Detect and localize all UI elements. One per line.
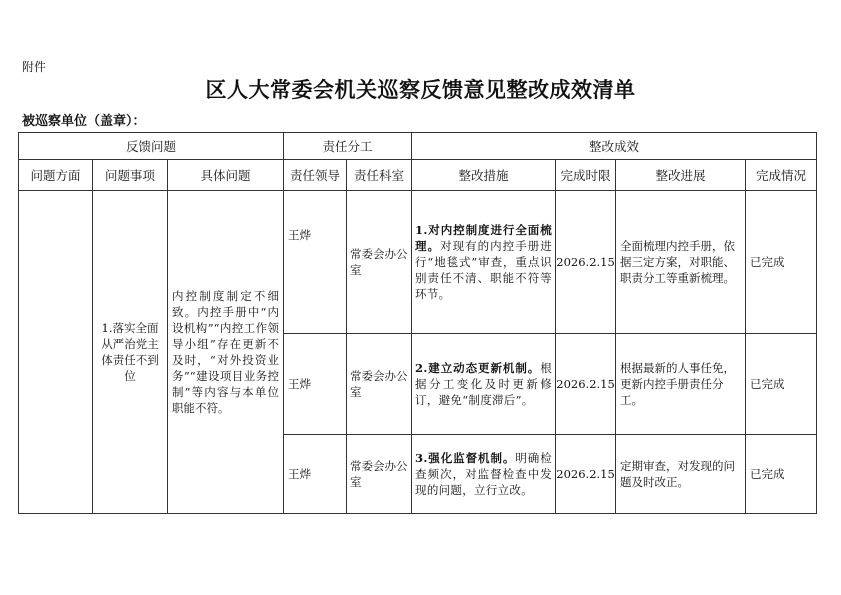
aspect-cell — [19, 191, 93, 514]
column-header-office: 责任科室 — [347, 160, 412, 191]
column-header-progress: 整改进展 — [616, 160, 746, 191]
office-cell: 常委会办公室 — [347, 334, 412, 435]
table-row — [19, 191, 817, 334]
column-header-row — [19, 160, 817, 191]
group-header-responsibility: 责任分工 — [284, 133, 412, 160]
page-title: 区人大常委会机关巡察反馈意见整改成效清单 — [205, 77, 636, 102]
issue-item-cell: 1.落实全面从严治党主体责任不到位 — [93, 191, 168, 514]
office-cell: 常委会办公室 — [347, 435, 412, 514]
column-header-specific: 具体问题 — [168, 160, 284, 191]
deadline-cell: 2026.2.15 — [556, 435, 616, 514]
status-cell: 已完成 — [746, 435, 817, 514]
leader-cell: 王烨 — [284, 191, 347, 334]
group-header-rectification: 整改成效 — [412, 133, 817, 160]
measure-title: 3.强化监督机制。 — [415, 451, 516, 465]
column-header-measure: 整改措施 — [412, 160, 556, 191]
measure-title: 1.对内控制度进行全面梳理。 — [415, 223, 553, 253]
measure-cell — [412, 191, 556, 334]
deadline-cell: 2026.2.15 — [556, 191, 616, 334]
leader-cell: 王烨 — [284, 435, 347, 514]
column-header-aspect: 问题方面 — [19, 160, 93, 191]
inspected-unit-label: 被巡察单位（盖章）： — [22, 114, 146, 129]
progress-cell: 定期审查，对发现的问题及时改正。 — [616, 435, 746, 514]
group-header-feedback: 反馈问题 — [19, 133, 284, 160]
office-cell: 常委会办公室 — [347, 191, 412, 334]
column-header-leader: 责任领导 — [284, 160, 347, 191]
measure-body: 根据分工变化及时更新修订，避免“制度滞后”。 — [415, 361, 553, 407]
leader-cell: 王烨 — [284, 334, 347, 435]
column-header-item: 问题事项 — [93, 160, 168, 191]
progress-cell: 全面梳理内控手册，依据三定方案，对职能、职责分工等重新梳理。 — [616, 191, 746, 334]
measure-cell — [412, 334, 556, 435]
measure-cell — [412, 435, 556, 514]
group-header-row — [19, 133, 817, 160]
rectification-table — [18, 132, 817, 514]
progress-cell: 根据最新的人事任免，更新内控手册责任分工。 — [616, 334, 746, 435]
measure-title: 2.建立动态更新机制。 — [415, 361, 541, 375]
column-header-deadline: 完成时限 — [556, 160, 616, 191]
specific-problem-cell: 内控制度制定不细致。内控手册中“内设机构”“内控工作领导小组”存在更新不及时，“对外投资业务”“建设项目业务控制”等内容与本单位职能不符。 — [168, 191, 284, 514]
attachment-label: 附件 — [22, 60, 47, 74]
measure-body: 明确检查频次，对监督检查中发现的问题，立行立改。 — [415, 451, 553, 497]
deadline-cell: 2026.2.15 — [556, 334, 616, 435]
status-cell: 已完成 — [746, 191, 817, 334]
status-cell: 已完成 — [746, 334, 817, 435]
measure-body: 对现有的内控手册进行“地毯式”审查，重点识别责任不清、职能不符等环节。 — [415, 239, 553, 301]
column-header-status: 完成情况 — [746, 160, 817, 191]
